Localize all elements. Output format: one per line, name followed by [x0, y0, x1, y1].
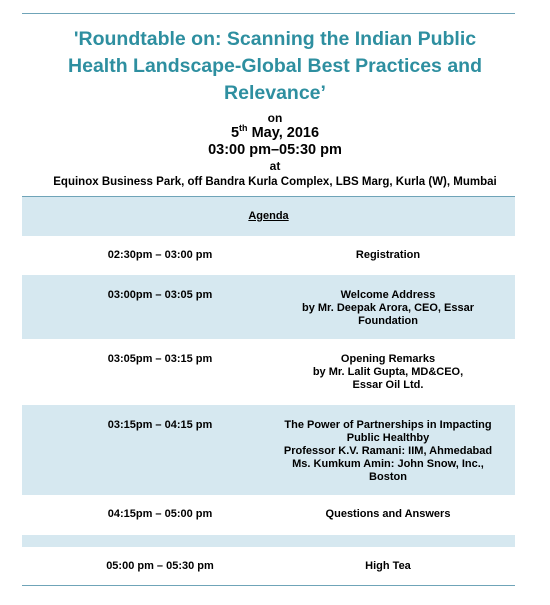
agenda-event-line: Professor K.V. Ramani: IIM, Ahmedabad [283, 445, 493, 457]
agenda-time: 02:30pm – 03:00 pm [107, 249, 213, 261]
agenda-event-line: Public Healthby [346, 432, 430, 444]
agenda-event [268, 508, 508, 521]
event-time: 03:00 pm–05:30 pm [208, 142, 342, 158]
event-title [35, 26, 515, 107]
agenda-row [22, 535, 515, 547]
agenda-time: 04:15pm – 05:00 pm [107, 508, 213, 520]
agenda-event-line: Welcome Address [340, 289, 436, 301]
agenda-event [268, 289, 508, 328]
agenda-event [268, 560, 508, 573]
on-label: on [267, 111, 283, 125]
agenda-event-line: Questions and Answers [325, 508, 451, 520]
agenda-event-line: Opening Remarks [340, 353, 436, 365]
agenda-event-line: by Mr. Deepak Arora, CEO, Essar [302, 302, 474, 314]
agenda-row [22, 405, 515, 495]
at-label: at [269, 159, 281, 173]
date-rest: May, 2016 [247, 125, 320, 141]
agenda-event [268, 249, 508, 262]
agenda-table [22, 197, 515, 587]
agenda-row [22, 275, 515, 339]
event-meta [0, 111, 550, 173]
agenda-event-line: Boston [369, 471, 407, 483]
agenda-event-line: High Tea [365, 560, 411, 572]
title-line-2: Health Landscape-Global Best Practices and [68, 55, 482, 77]
event-header [0, 26, 550, 188]
agenda-event [268, 353, 508, 392]
agenda-event-line: Essar Oil Ltd. [352, 379, 424, 391]
event-date [0, 125, 550, 142]
bottom-rule [22, 585, 515, 586]
title-line-1: 'Roundtable on: Scanning the Indian Public [73, 28, 477, 50]
agenda-row [22, 495, 515, 535]
agenda-event-line: Foundation [358, 315, 418, 327]
date-suffix: th [239, 123, 248, 134]
top-rule [22, 13, 515, 14]
agenda-event-line: The Power of Partnerships in Impacting [284, 419, 492, 431]
title-line-3: Relevance’ [224, 82, 326, 104]
agenda-event [268, 419, 508, 484]
agenda-time: 03:00pm – 03:05 pm [107, 289, 213, 301]
date-day: 5 [230, 125, 240, 141]
event-venue: Equinox Business Park, off Bandra Kurla Complex, LBS Marg, Kurla (W), Mumbai [53, 176, 497, 188]
agenda-heading: Agenda [22, 197, 515, 236]
agenda-time: 03:15pm – 04:15 pm [107, 419, 213, 431]
agenda-event-line: Ms. Kumkum Amin: John Snow, Inc., [292, 458, 484, 470]
agenda-time: 05:00 pm – 05:30 pm [106, 560, 214, 572]
agenda-row [22, 236, 515, 275]
agenda-event-line: by Mr. Lalit Gupta, MD&CEO, [312, 366, 464, 378]
agenda-event-line: Registration [355, 249, 421, 261]
agenda-row [22, 547, 515, 587]
agenda-row [22, 339, 515, 405]
agenda-time: 03:05pm – 03:15 pm [107, 353, 213, 365]
